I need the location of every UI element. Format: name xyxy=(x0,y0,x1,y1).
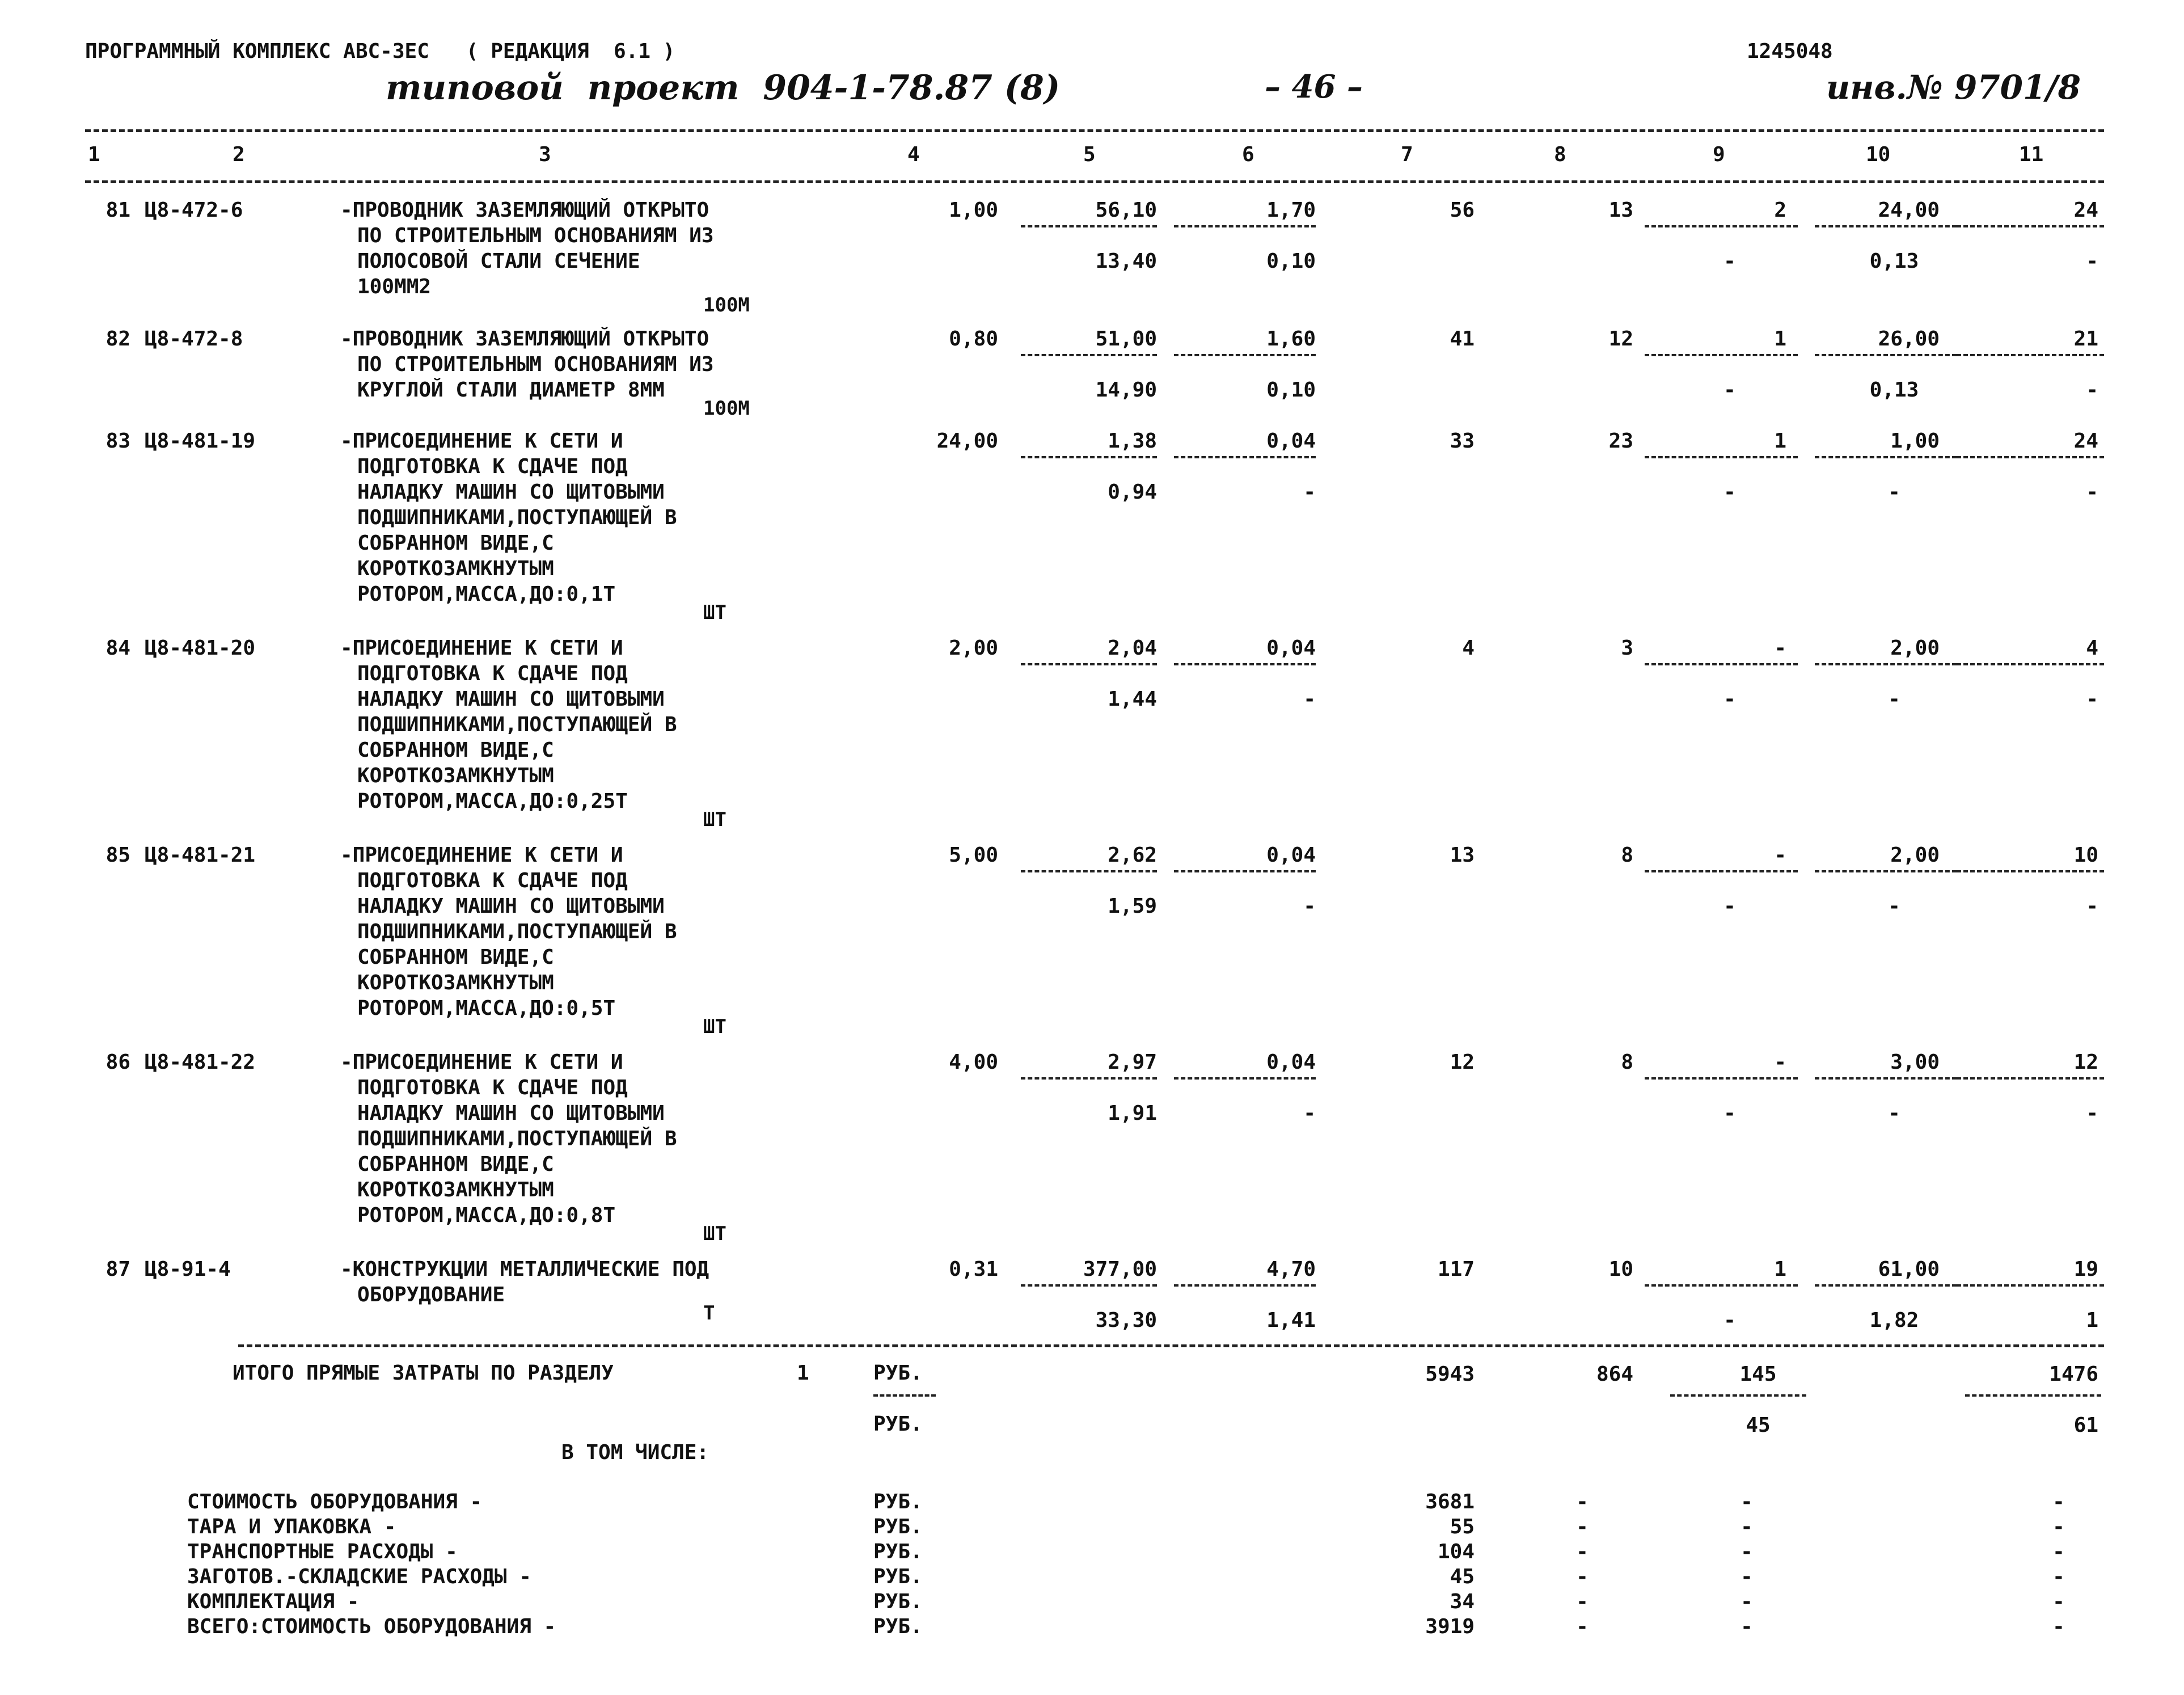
row-number: 83 xyxy=(105,429,130,453)
row-col10: 3,00 xyxy=(1890,1051,1940,1074)
inventory-handwritten: инв.№ 9701/8 xyxy=(1826,68,2081,107)
breakdown-col8: - xyxy=(1576,1540,1589,1563)
row-description-line: КОРОТКОЗАМКНУТЫМ xyxy=(357,764,554,787)
breakdown-col8: - xyxy=(1576,1490,1589,1513)
row-col11: 24 xyxy=(2073,429,2098,453)
row-col6-second: 0,10 xyxy=(1266,378,1316,402)
row-description-line: ПОДШИПНИКАМИ,ПОСТУПАЮЩЕЙ В xyxy=(357,1127,677,1150)
totals-currency-2: РУБ. xyxy=(873,1412,923,1436)
row-col11-second: - xyxy=(2086,1102,2098,1125)
breakdown-currency: РУБ. xyxy=(873,1590,923,1613)
cell-divider xyxy=(1815,225,1957,227)
row-col9: 1 xyxy=(1774,327,1786,351)
totals-rule xyxy=(238,1344,2104,1347)
row-col6: 0,04 xyxy=(1266,1051,1316,1074)
row-col8: 13 xyxy=(1608,199,1633,222)
row-col10-second: 1,82 xyxy=(1869,1309,1919,1332)
row-col7: 41 xyxy=(1450,327,1475,351)
row-col10: 2,00 xyxy=(1890,636,1940,660)
row-col8: 10 xyxy=(1608,1258,1633,1281)
row-col9-second: - xyxy=(1723,1102,1736,1125)
row-col11-second: - xyxy=(2086,895,2098,918)
row-description-line: НАЛАДКУ МАШИН СО ЩИТОВЫМИ xyxy=(357,480,665,504)
row-col11: 19 xyxy=(2073,1258,2098,1281)
breakdown-currency: РУБ. xyxy=(873,1540,923,1563)
row-col5-second: 0,94 xyxy=(1108,480,1157,504)
row-unit: ШТ xyxy=(703,808,726,831)
breakdown-col11: - xyxy=(2052,1540,2065,1563)
row-col7: 13 xyxy=(1450,844,1475,867)
row-col9-second: - xyxy=(1723,895,1736,918)
cell-divider xyxy=(1957,870,2104,872)
breakdown-currency: РУБ. xyxy=(873,1565,923,1588)
breakdown-label: КОМПЛЕКТАЦИЯ - xyxy=(187,1590,360,1613)
row-col10: 2,00 xyxy=(1890,844,1940,867)
row-description-line: ПОДШИПНИКАМИ,ПОСТУПАЮЩЕЙ В xyxy=(357,920,677,943)
cell-divider xyxy=(1815,456,1957,458)
row-description-line: -ПРИСОЕДИНЕНИЕ К СЕТИ И xyxy=(340,844,623,867)
cell-divider xyxy=(1815,663,1957,665)
breakdown-col7: 45 xyxy=(1450,1565,1475,1588)
row-col5: 56,10 xyxy=(1095,199,1157,222)
breakdown-col11: - xyxy=(2052,1565,2065,1588)
row-col11-second: - xyxy=(2086,378,2098,402)
cell-divider xyxy=(1645,354,1798,356)
breakdown-col11: - xyxy=(2052,1615,2065,1638)
row-col11-second: 1 xyxy=(2086,1309,2098,1332)
row-col10: 24,00 xyxy=(1878,199,1940,222)
column-header-1: 1 xyxy=(88,143,100,166)
totals-label: ИТОГО ПРЯМЫЕ ЗАТРАТЫ ПО РАЗДЕЛУ xyxy=(233,1361,614,1385)
row-description-line: -ПРИСОЕДИНЕНИЕ К СЕТИ И xyxy=(340,429,623,453)
row-unit: ШТ xyxy=(703,1015,726,1038)
totals-col9-second: 45 xyxy=(1746,1414,1771,1437)
cell-divider xyxy=(1021,354,1157,356)
row-col10: 26,00 xyxy=(1878,327,1940,351)
breakdown-col8: - xyxy=(1576,1515,1589,1538)
breakdown-col9: - xyxy=(1741,1540,1753,1563)
row-col6-second: - xyxy=(1303,1102,1316,1125)
breakdown-col11: - xyxy=(2052,1490,2065,1513)
column-header-8: 8 xyxy=(1554,143,1566,166)
row-description-line: НАЛАДКУ МАШИН СО ЩИТОВЫМИ xyxy=(357,688,665,711)
cell-divider xyxy=(1174,663,1316,665)
row-description-line: РОТОРОМ,МАССА,ДО:0,1Т xyxy=(357,583,616,606)
row-unit: 100М xyxy=(703,397,750,420)
program-title: ПРОГРАММНЫЙ КОМПЛЕКС АВС-ЗЕС ( РЕДАКЦИЯ 6.1 ) xyxy=(85,40,675,63)
row-col4: 4,00 xyxy=(949,1051,998,1074)
row-description-line: ПОЛОСОВОЙ СТАЛИ СЕЧЕНИЕ xyxy=(357,250,640,273)
row-col5: 2,97 xyxy=(1108,1051,1157,1074)
row-col7: 56 xyxy=(1450,199,1475,222)
row-col10: 1,00 xyxy=(1890,429,1940,453)
page-number-handwritten: – 46 – xyxy=(1265,68,1363,106)
row-col8: 8 xyxy=(1621,844,1633,867)
totals-col7: 5943 xyxy=(1425,1363,1475,1386)
cell-divider xyxy=(1021,663,1157,665)
row-col11: 10 xyxy=(2073,844,2098,867)
column-header-10: 10 xyxy=(1866,143,1891,166)
row-col7: 12 xyxy=(1450,1051,1475,1074)
row-description-line: ПОДГОТОВКА К СДАЧЕ ПОД xyxy=(357,869,628,892)
cell-divider xyxy=(1021,1077,1157,1080)
row-description-line: КОРОТКОЗАМКНУТЫМ xyxy=(357,1178,554,1201)
breakdown-col9: - xyxy=(1741,1490,1753,1513)
row-col7: 117 xyxy=(1437,1258,1475,1281)
totals-currency-dash xyxy=(873,1394,936,1397)
row-col4: 0,80 xyxy=(949,327,998,351)
row-col6: 1,60 xyxy=(1266,327,1316,351)
header-top-rule xyxy=(85,129,2104,132)
row-col8: 23 xyxy=(1608,429,1633,453)
row-unit: ШТ xyxy=(703,601,726,624)
breakdown-label: ЗАГОТОВ.-СКЛАДСКИЕ РАСХОДЫ - xyxy=(187,1565,531,1588)
row-col4: 5,00 xyxy=(949,844,998,867)
cell-divider xyxy=(1957,456,2104,458)
column-header-2: 2 xyxy=(233,143,245,166)
row-col6-second: 0,10 xyxy=(1266,250,1316,273)
breakdown-label: ТРАНСПОРТНЫЕ РАСХОДЫ - xyxy=(187,1540,458,1563)
totals-col11-dash xyxy=(1965,1394,2101,1397)
row-col10-second: 0,13 xyxy=(1869,250,1919,273)
cell-divider xyxy=(1957,663,2104,665)
row-col9-second: - xyxy=(1723,1309,1736,1332)
row-col11: 4 xyxy=(2086,636,2098,660)
cell-divider xyxy=(1645,1077,1798,1080)
breakdown-col11: - xyxy=(2052,1515,2065,1538)
row-col7: 4 xyxy=(1462,636,1475,660)
row-col7: 33 xyxy=(1450,429,1475,453)
row-col10-second: - xyxy=(1888,480,1900,504)
row-col5-second: 33,30 xyxy=(1095,1309,1157,1332)
row-col6-second: 1,41 xyxy=(1266,1309,1316,1332)
row-unit: 100М xyxy=(703,294,750,317)
row-description-line: СОБРАННОМ ВИДЕ,С xyxy=(357,532,554,555)
cell-divider xyxy=(1174,225,1316,227)
cell-divider xyxy=(1021,456,1157,458)
row-description-line: КОРОТКОЗАМКНУТЫМ xyxy=(357,557,554,580)
breakdown-currency: РУБ. xyxy=(873,1490,923,1513)
row-number: 87 xyxy=(105,1258,130,1281)
row-code: Ц8-481-20 xyxy=(145,636,256,660)
row-col5-second: 14,90 xyxy=(1095,378,1157,402)
row-description-line: СОБРАННОМ ВИДЕ,С xyxy=(357,946,554,969)
breakdown-col9: - xyxy=(1741,1565,1753,1588)
row-description-line: ОБОРУДОВАНИЕ xyxy=(357,1283,505,1306)
cell-divider xyxy=(1815,354,1957,356)
cell-divider xyxy=(1174,354,1316,356)
row-number: 82 xyxy=(105,327,130,351)
row-col9: 2 xyxy=(1774,199,1786,222)
cell-divider xyxy=(1645,1284,1798,1287)
cell-divider xyxy=(1645,225,1798,227)
row-description-line: РОТОРОМ,МАССА,ДО:0,25Т xyxy=(357,790,628,813)
row-col5-second: 1,91 xyxy=(1108,1102,1157,1125)
column-header-6: 6 xyxy=(1242,143,1254,166)
row-code: Ц8-472-8 xyxy=(145,327,243,351)
breakdown-col8: - xyxy=(1576,1615,1589,1638)
cell-divider xyxy=(1957,1077,2104,1080)
cell-divider xyxy=(1815,1077,1957,1080)
row-col8: 12 xyxy=(1608,327,1633,351)
including-label: В ТОМ ЧИСЛЕ: xyxy=(561,1441,709,1464)
cell-divider xyxy=(1174,456,1316,458)
row-description-line: РОТОРОМ,МАССА,ДО:0,5Т xyxy=(357,997,616,1020)
row-col11: 21 xyxy=(2073,327,2098,351)
row-col10-second: - xyxy=(1888,895,1900,918)
row-col10-second: - xyxy=(1888,1102,1900,1125)
totals-col8: 864 xyxy=(1596,1363,1633,1386)
breakdown-col7: 3919 xyxy=(1425,1615,1475,1638)
row-col6: 0,04 xyxy=(1266,636,1316,660)
row-description-line: -КОНСТРУКЦИИ МЕТАЛЛИЧЕСКИЕ ПОД xyxy=(340,1258,709,1281)
row-number: 81 xyxy=(105,199,130,222)
breakdown-col8: - xyxy=(1576,1590,1589,1613)
row-col9-second: - xyxy=(1723,480,1736,504)
row-description-line: НАЛАДКУ МАШИН СО ЩИТОВЫМИ xyxy=(357,895,665,918)
row-description-line: -ПРОВОДНИК ЗАЗЕМЛЯЮЩИЙ ОТКРЫТО xyxy=(340,327,709,351)
project-handwritten: типовой проект 904-1-78.87 (8) xyxy=(386,68,1061,108)
row-col5: 377,00 xyxy=(1083,1258,1157,1281)
row-number: 85 xyxy=(105,844,130,867)
row-col8: 3 xyxy=(1621,636,1633,660)
breakdown-col7: 3681 xyxy=(1425,1490,1475,1513)
row-code: Ц8-472-6 xyxy=(145,199,243,222)
breakdown-col8: - xyxy=(1576,1565,1589,1588)
row-unit: ШТ xyxy=(703,1222,726,1245)
row-description-line: 100ММ2 xyxy=(357,275,432,298)
row-description-line: ПОДГОТОВКА К СДАЧЕ ПОД xyxy=(357,455,628,478)
row-col4: 0,31 xyxy=(949,1258,998,1281)
breakdown-label: ТАРА И УПАКОВКА - xyxy=(187,1515,396,1538)
row-col11-second: - xyxy=(2086,250,2098,273)
row-code: Ц8-481-19 xyxy=(145,429,256,453)
breakdown-label: СТОИМОСТЬ ОБОРУДОВАНИЯ - xyxy=(187,1490,483,1513)
column-header-7: 7 xyxy=(1401,143,1413,166)
cell-divider xyxy=(1645,456,1798,458)
breakdown-col9: - xyxy=(1741,1515,1753,1538)
cell-divider xyxy=(1815,870,1957,872)
row-description-line: ПОДГОТОВКА К СДАЧЕ ПОД xyxy=(357,1076,628,1099)
row-col4: 1,00 xyxy=(949,199,998,222)
row-code: Ц8-481-22 xyxy=(145,1051,256,1074)
row-col5: 1,38 xyxy=(1108,429,1157,453)
breakdown-col11: - xyxy=(2052,1590,2065,1613)
row-description-line: ПОДШИПНИКАМИ,ПОСТУПАЮЩЕЙ В xyxy=(357,713,677,736)
breakdown-col7: 55 xyxy=(1450,1515,1475,1538)
breakdown-currency: РУБ. xyxy=(873,1515,923,1538)
breakdown-col7: 34 xyxy=(1450,1590,1475,1613)
row-col10-second: - xyxy=(1888,688,1900,711)
row-col4: 24,00 xyxy=(936,429,998,453)
row-description-line: ПОДШИПНИКАМИ,ПОСТУПАЮЩЕЙ В xyxy=(357,506,677,529)
totals-col9-dash xyxy=(1670,1394,1806,1397)
row-col9-second: - xyxy=(1723,250,1736,273)
row-col5: 2,04 xyxy=(1108,636,1157,660)
totals-col11: 1476 xyxy=(2049,1363,2098,1386)
row-col10: 61,00 xyxy=(1878,1258,1940,1281)
totals-section: 1 xyxy=(797,1361,809,1385)
row-description-line: -ПРИСОЕДИНЕНИЕ К СЕТИ И xyxy=(340,1051,623,1074)
row-col5: 51,00 xyxy=(1095,327,1157,351)
row-col11-second: - xyxy=(2086,688,2098,711)
row-description-line: -ПРОВОДНИК ЗАЗЕМЛЯЮЩИЙ ОТКРЫТО xyxy=(340,199,709,222)
row-code: Ц8-91-4 xyxy=(145,1258,231,1281)
row-col11-second: - xyxy=(2086,480,2098,504)
row-description-line: ПО СТРОИТЕЛЬНЫМ ОСНОВАНИЯМ ИЗ xyxy=(357,224,714,247)
row-col6-second: - xyxy=(1303,480,1316,504)
row-col5-second: 1,44 xyxy=(1108,688,1157,711)
row-description-line: СОБРАННОМ ВИДЕ,С xyxy=(357,739,554,762)
totals-currency-1: РУБ. xyxy=(873,1361,923,1385)
column-header-3: 3 xyxy=(539,143,551,166)
cell-divider xyxy=(1174,870,1316,872)
row-number: 84 xyxy=(105,636,130,660)
row-col11: 24 xyxy=(2073,199,2098,222)
row-col9: 1 xyxy=(1774,1258,1786,1281)
cell-divider xyxy=(1957,225,2104,227)
row-description-line: ПО СТРОИТЕЛЬНЫМ ОСНОВАНИЯМ ИЗ xyxy=(357,353,714,376)
cell-divider xyxy=(1021,870,1157,872)
row-col9: - xyxy=(1774,636,1786,660)
row-col6-second: - xyxy=(1303,895,1316,918)
column-header-4: 4 xyxy=(907,143,920,166)
breakdown-label: ВСЕГО:СТОИМОСТЬ ОБОРУДОВАНИЯ - xyxy=(187,1615,556,1638)
row-col11: 12 xyxy=(2073,1051,2098,1074)
cell-divider xyxy=(1957,1284,2104,1287)
breakdown-col7: 104 xyxy=(1437,1540,1475,1563)
row-col10-second: 0,13 xyxy=(1869,378,1919,402)
row-col6: 1,70 xyxy=(1266,199,1316,222)
column-header-5: 5 xyxy=(1083,143,1096,166)
cell-divider xyxy=(1957,354,2104,356)
row-description-line: КРУГЛОЙ СТАЛИ ДИАМЕТР 8ММ xyxy=(357,378,665,402)
row-number: 86 xyxy=(105,1051,130,1074)
row-col9: - xyxy=(1774,1051,1786,1074)
row-code: Ц8-481-21 xyxy=(145,844,256,867)
row-col9-second: - xyxy=(1723,688,1736,711)
row-col6: 4,70 xyxy=(1266,1258,1316,1281)
row-col9: 1 xyxy=(1774,429,1786,453)
column-header-9: 9 xyxy=(1713,143,1725,166)
row-col6: 0,04 xyxy=(1266,844,1316,867)
row-col8: 8 xyxy=(1621,1051,1633,1074)
cell-divider xyxy=(1645,663,1798,665)
document-number: 1245048 xyxy=(1747,40,1833,63)
row-col6-second: - xyxy=(1303,688,1316,711)
column-header-11: 11 xyxy=(2019,143,2044,166)
header-bottom-rule xyxy=(85,180,2104,183)
row-col4: 2,00 xyxy=(949,636,998,660)
cell-divider xyxy=(1174,1284,1316,1287)
row-description-line: НАЛАДКУ МАШИН СО ЩИТОВЫМИ xyxy=(357,1102,665,1125)
row-col6: 0,04 xyxy=(1266,429,1316,453)
row-col9: - xyxy=(1774,844,1786,867)
row-col5-second: 1,59 xyxy=(1108,895,1157,918)
totals-col11-second: 61 xyxy=(2073,1414,2098,1437)
totals-col9: 145 xyxy=(1739,1363,1777,1386)
row-col5-second: 13,40 xyxy=(1095,250,1157,273)
row-col5: 2,62 xyxy=(1108,844,1157,867)
row-description-line: РОТОРОМ,МАССА,ДО:0,8Т xyxy=(357,1204,616,1227)
row-description-line: -ПРИСОЕДИНЕНИЕ К СЕТИ И xyxy=(340,636,623,660)
breakdown-currency: РУБ. xyxy=(873,1615,923,1638)
row-col9-second: - xyxy=(1723,378,1736,402)
row-description-line: СОБРАННОМ ВИДЕ,С xyxy=(357,1153,554,1176)
cell-divider xyxy=(1021,1284,1157,1287)
row-unit: Т xyxy=(703,1302,715,1325)
cell-divider xyxy=(1021,225,1157,227)
cell-divider xyxy=(1645,870,1798,872)
row-description-line: ПОДГОТОВКА К СДАЧЕ ПОД xyxy=(357,662,628,685)
breakdown-col9: - xyxy=(1741,1615,1753,1638)
cell-divider xyxy=(1815,1284,1957,1287)
breakdown-col9: - xyxy=(1741,1590,1753,1613)
row-description-line: КОРОТКОЗАМКНУТЫМ xyxy=(357,971,554,994)
cell-divider xyxy=(1174,1077,1316,1080)
